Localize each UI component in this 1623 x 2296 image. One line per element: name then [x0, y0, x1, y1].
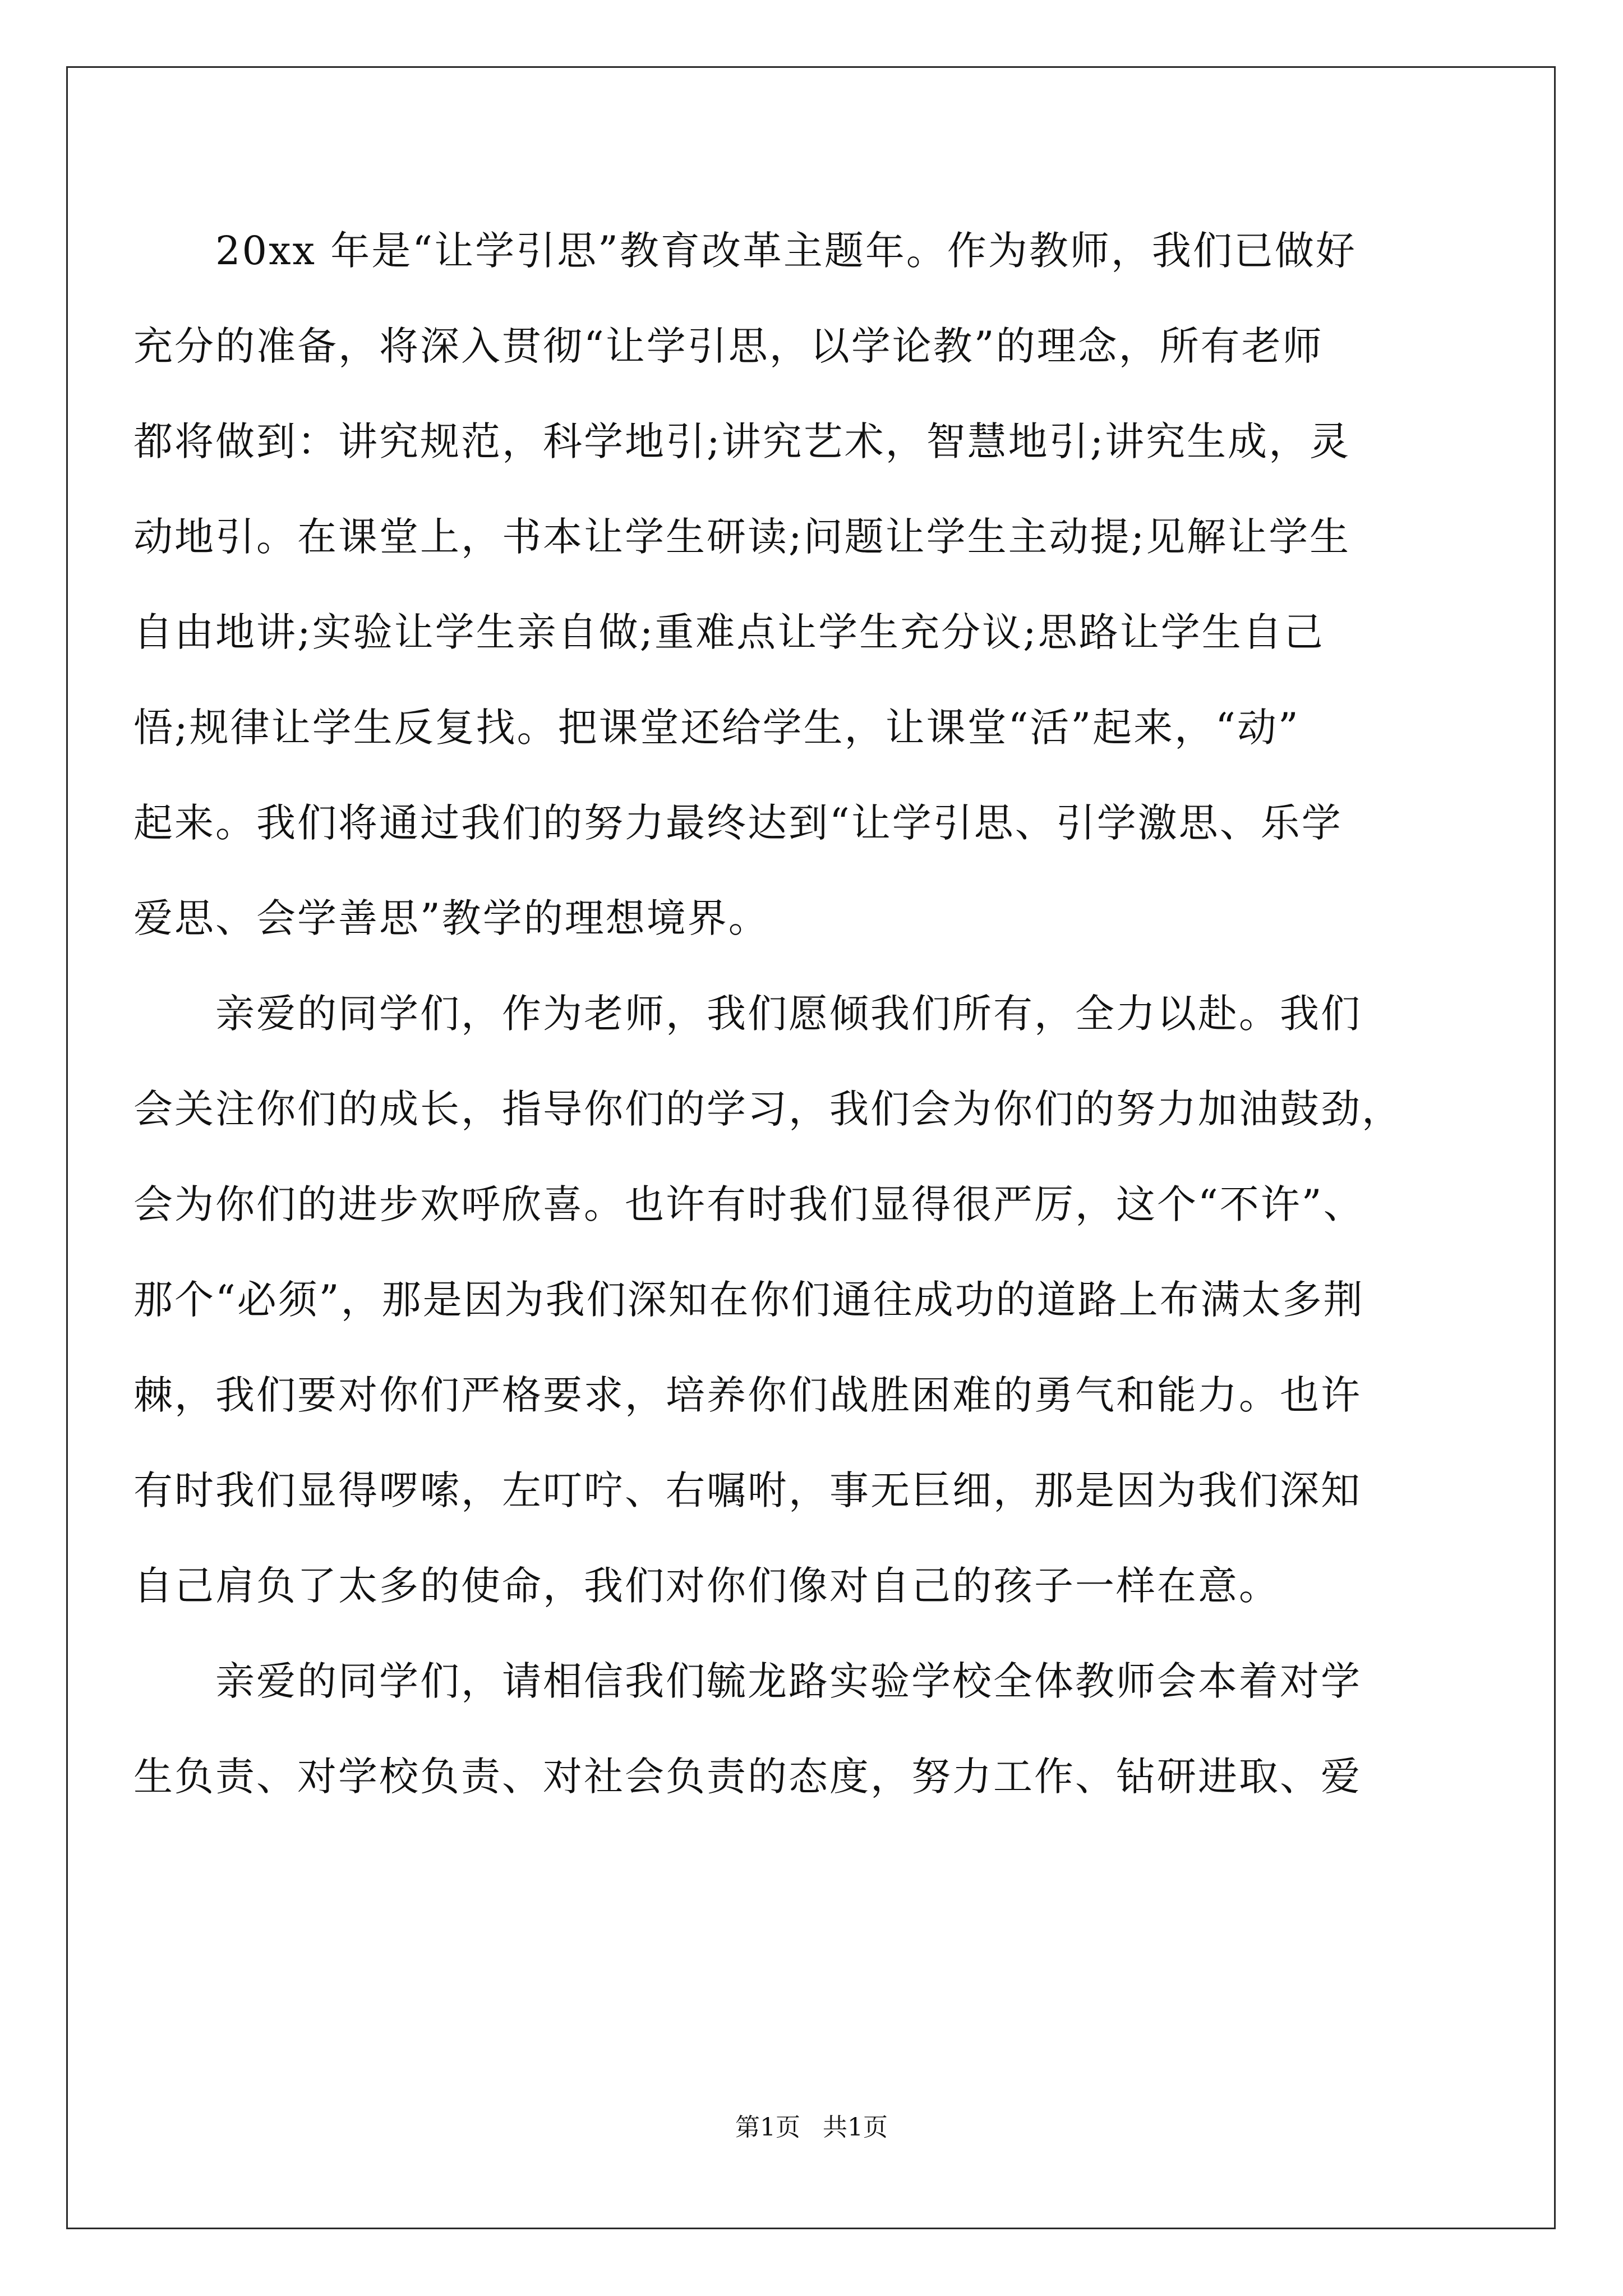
paragraph-1-line-7: 起来。我们将通过我们的努力最终达到“让学引思、引学激思、乐学 [133, 800, 1343, 846]
page-footer [0, 2107, 1623, 2143]
page-number-total: 共1页 [823, 2113, 888, 2142]
paragraph-2-line-2: 会关注你们的成长，指导你们的学习，我们会为你们的努力加油鼓劲， [133, 1086, 1403, 1132]
paragraph-2-line-3: 会为你们的进步欢呼欣喜。也许有时我们显得很严厉，这个“不许”、 [133, 1181, 1364, 1227]
paragraph-2-line-7: 自己肩负了太多的使命，我们对你们像对自己的孩子一样在意。 [133, 1563, 1280, 1609]
paragraph-1-line-8: 爱思、会学善思”教学的理想境界。 [133, 895, 769, 941]
paragraph-2-line-1: 亲爱的同学们，作为老师，我们愿倾我们所有，全力以赴。我们 [215, 991, 1362, 1037]
paragraph-1-line-4: 动地引。在课堂上，书本让学生研读;问题让学生主动提;见解让学生 [133, 514, 1351, 560]
paragraph-1-line-6: 悟;规律让学生反复找。把课堂还给学生，让课堂“活”起来，“动” [133, 705, 1300, 751]
paragraph-2-line-5: 棘，我们要对你们严格要求，培养你们战胜困难的勇气和能力。也许 [133, 1372, 1362, 1418]
page-border [66, 66, 1556, 2229]
paragraph-2-line-4: 那个“必须”，那是因为我们深知在你们通往成功的道路上布满太多荆 [133, 1277, 1364, 1323]
paragraph-1-line-5: 自由地讲;实验让学生亲自做;重难点让学生充分议;思路让学生自己 [133, 609, 1325, 655]
paragraph-1-line-1: 20xx 年是“让学引思”教育改革主题年。作为教师，我们已做好 [215, 228, 1357, 274]
page-number-current: 第1页 [735, 2113, 800, 2142]
paragraph-3-line-1: 亲爱的同学们，请相信我们毓龙路实验学校全体教师会本着对学 [215, 1658, 1362, 1704]
paragraph-1-line-2: 充分的准备，将深入贯彻“让学引思，以学论教”的理念，所有老师 [133, 323, 1324, 369]
paragraph-2-line-6: 有时我们显得啰嗦，左叮咛、右嘱咐，事无巨细，那是因为我们深知 [133, 1467, 1362, 1513]
paragraph-3-line-2: 生负责、对学校负责、对社会负责的态度，努力工作、钻研进取、爱 [133, 1754, 1362, 1800]
paragraph-1-line-3: 都将做到：讲究规范，科学地引;讲究艺术，智慧地引;讲究生成，灵 [133, 418, 1351, 464]
